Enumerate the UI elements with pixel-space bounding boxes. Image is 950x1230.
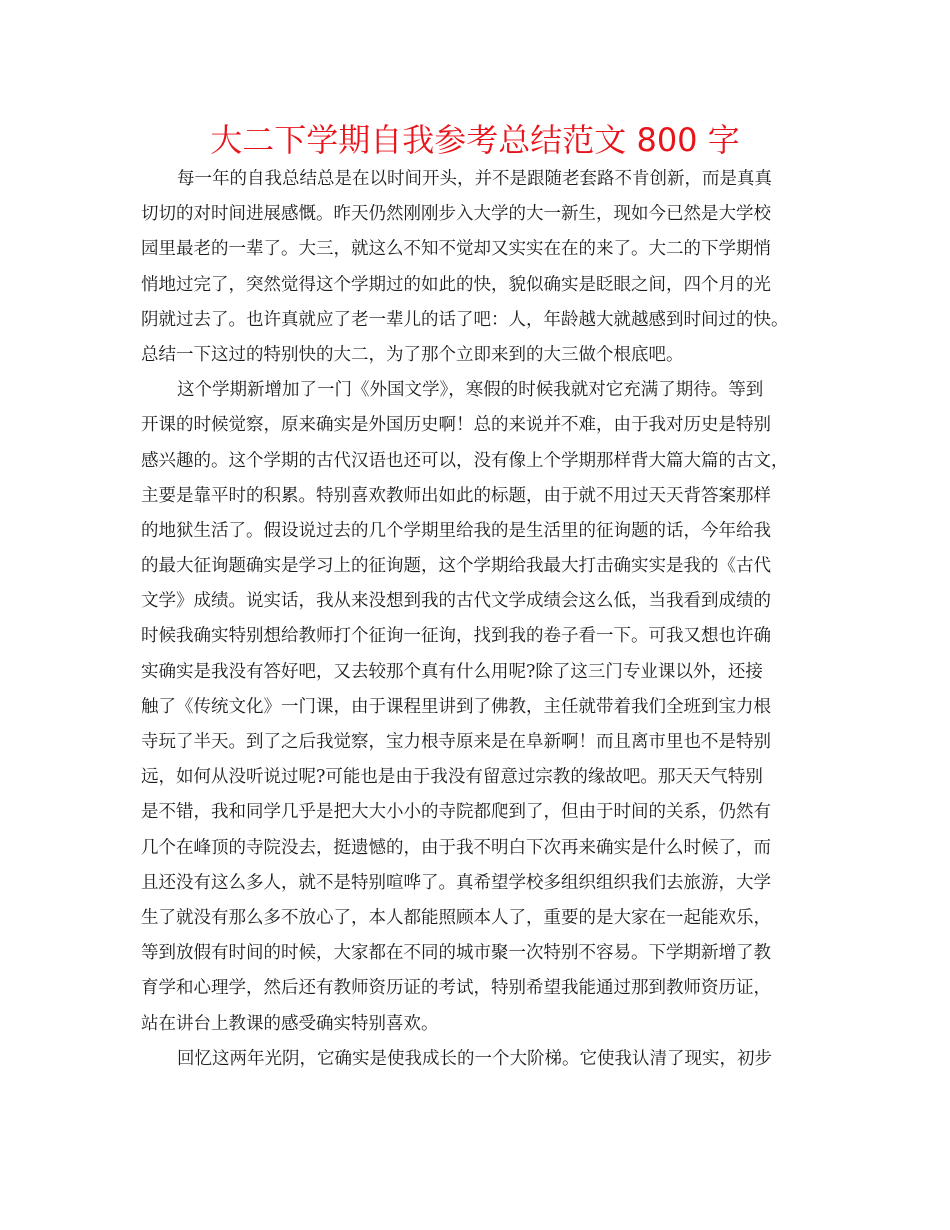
- paragraph-line: 阴就过去了。也许真就应了老一辈儿的话了吧：人，年龄越大就越感到时间过的快。: [141, 309, 789, 330]
- paragraph-line: 的最大征询题确实是学习上的征询题，这个学期给我最大打击确实实是我的《古代: [141, 556, 771, 577]
- paragraph-line: 育学和心理学，然后还有教师资历证的考试，特别希望我能通过那到教师资历证，: [141, 978, 771, 999]
- paragraph-line: 是不错，我和同学几乎是把大大小小的寺院都爬到了，但由于时间的关系，仍然有: [141, 802, 771, 823]
- paragraph-line: 的地狱生活了。假设说过去的几个学期里给我的是生活里的征询题的话，今年给我: [141, 520, 771, 541]
- paragraph-line: 总结一下这过的特别快的大二，为了那个立即来到的大三做个根底吧。: [141, 344, 684, 365]
- document-body: [141, 162, 841, 1077]
- paragraph-line: 触了《传统文化》一门课，由于课程里讲到了佛教，主任就带着我们全班到宝力根: [141, 696, 771, 717]
- paragraph-line: 且还没有这么多人，就不是特别喧哗了。真希望学校多组织组织我们去旅游，大学: [141, 872, 771, 893]
- paragraph-line: 站在讲台上教课的感受确实特别喜欢。: [141, 1013, 439, 1034]
- paragraph-line: 等到放假有时间的时候，大家都在不同的城市聚一次特别不容易。下学期新增了教: [141, 943, 771, 964]
- document-title: 大二下学期自我参考总结范文 800 字: [210, 121, 740, 159]
- paragraph-line: 几个在峰顶的寺院没去，挺遗憾的，由于我不明白下次再来确实是什么时候了，而: [141, 837, 771, 858]
- paragraph-line: 切切的对时间进展感慨。昨天仍然刚刚步入大学的大一新生，现如今已然是大学校: [141, 204, 771, 225]
- paragraph-line: 回忆这两年光阴，它确实是使我成长的一个大阶梯。它使我认清了现实，初步: [177, 1048, 772, 1069]
- paragraph-line: 生了就没有那么多不放心了，本人都能照顾本人了，重要的是大家在一起能欢乐，: [141, 907, 771, 928]
- paragraph-line: 园里最老的一辈了。大三，就这么不知不觉却又实实在在的来了。大二的下学期悄: [141, 239, 771, 260]
- paragraph-line: 远，如何从没听说过呢?可能也是由于我没有留意过宗教的缘故吧。那天天气特别: [141, 767, 763, 788]
- paragraph-line: 主要是靠平时的积累。特别喜欢教师出如此的标题，由于就不用过天天背答案那样: [141, 485, 771, 506]
- paragraph-line: 感兴趣的。这个学期的古代汉语也还可以，没有像上个学期那样背大篇大篇的古文，: [141, 450, 789, 471]
- paragraph-line: 寺玩了半天。到了之后我觉察，宝力根寺原来是在阜新啊！而且离市里也不是特别: [141, 732, 771, 752]
- paragraph-line: 每一年的自我总结总是在以时间开头，并不是跟随老套路不肯创新，而是真真: [177, 169, 772, 189]
- paragraph-line: 这个学期新增加了一门《外国文学》，寒假的时候我就对它充满了期待。等到: [177, 380, 764, 401]
- paragraph-line: 开课的时候觉察，原来确实是外国历史啊！总的来说并不难，由于我对历史是特别: [141, 415, 771, 436]
- paragraph-line: 文学》成绩。说实话，我从来没想到我的古代文学成绩会这么低，当我看到成绩的: [141, 591, 771, 612]
- paragraph-line: 实确实是我没有答好吧，又去较那个真有什么用呢?除了这三门专业课以外，还接: [141, 661, 763, 682]
- paragraph-line: 悄地过完了，突然觉得这个学期过的如此的快，貌似确实是眨眼之间，四个月的光: [141, 274, 771, 295]
- paragraph-line: 时候我确实特别想给教师打个征询一征询，找到我的卷子看一下。可我又想也许确: [141, 626, 771, 647]
